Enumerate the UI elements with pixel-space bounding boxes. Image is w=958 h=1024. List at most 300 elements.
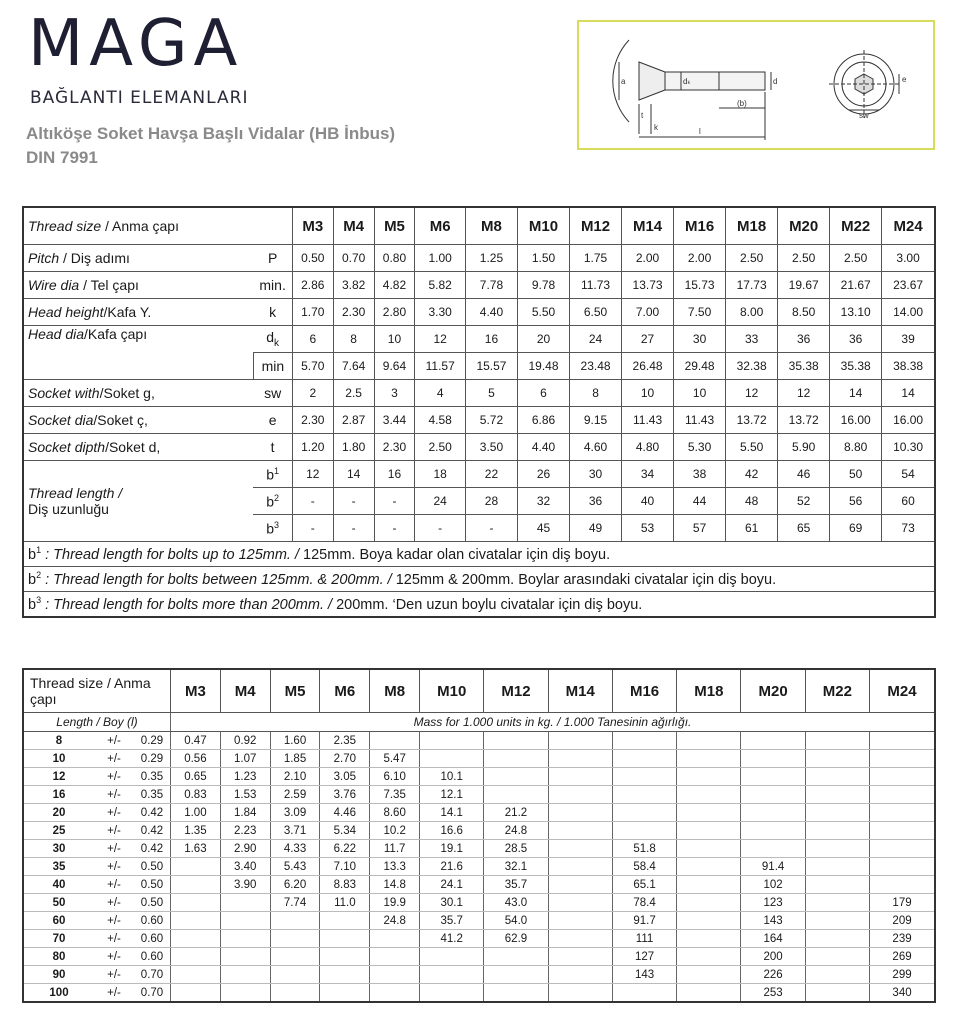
row-label — [23, 299, 253, 326]
plus-minus-cell: +/- — [94, 876, 134, 894]
mass-value-cell — [270, 912, 320, 930]
size-header: M14 — [622, 207, 674, 245]
value-cell: 4.40 — [465, 299, 517, 326]
mass-value-cell — [805, 732, 869, 750]
mass-value-cell — [420, 948, 484, 966]
value-cell: 0.70 — [333, 245, 374, 272]
plus-minus-cell: +/- — [94, 894, 134, 912]
value-cell: 17.73 — [726, 272, 778, 299]
mass-value-cell — [484, 966, 548, 984]
note-sup: 3 — [36, 595, 42, 606]
value-cell: 16 — [465, 326, 517, 353]
value-cell: 6 — [292, 326, 333, 353]
tolerance-cell: 0.29 — [134, 750, 171, 768]
value-cell: 45 — [517, 515, 569, 542]
mass-value-cell: 3.09 — [270, 804, 320, 822]
mass-value-cell: 2.23 — [220, 822, 270, 840]
mass-value-cell: 14.1 — [420, 804, 484, 822]
mass-value-cell: 0.47 — [171, 732, 221, 750]
mass-value-cell: 8.83 — [320, 876, 370, 894]
value-cell: 19.48 — [517, 353, 569, 380]
value-cell: 14 — [882, 380, 935, 407]
size-header: M18 — [726, 207, 778, 245]
value-cell: 15.57 — [465, 353, 517, 380]
thread-label-tr: Diş uzunluğu — [28, 501, 109, 517]
thread-label-en: Thread length / — [28, 485, 123, 501]
mass-value-cell: 91.7 — [612, 912, 676, 930]
mass-value-cell: 1.07 — [220, 750, 270, 768]
value-cell: 2.50 — [778, 245, 830, 272]
mass-row — [23, 786, 935, 804]
value-cell: 13.72 — [726, 407, 778, 434]
mass-value-cell: 16.6 — [420, 822, 484, 840]
spec-row — [23, 407, 935, 434]
mass-value-cell — [805, 930, 869, 948]
mass-row — [23, 966, 935, 984]
mass-value-cell — [548, 948, 612, 966]
mass-value-cell — [870, 750, 935, 768]
row-label — [23, 326, 253, 380]
svg-text:a: a — [621, 77, 626, 86]
value-cell: 4.80 — [622, 434, 674, 461]
note-row — [23, 567, 935, 592]
value-cell: 8.80 — [830, 434, 882, 461]
value-cell: 2.50 — [830, 245, 882, 272]
mass-value-cell: 1.63 — [171, 840, 221, 858]
mass-value-cell: 5.34 — [320, 822, 370, 840]
mass-value-cell — [870, 786, 935, 804]
mass-value-cell — [870, 858, 935, 876]
mass-value-cell — [677, 840, 741, 858]
spec-row — [23, 299, 935, 326]
mass-value-cell — [612, 732, 676, 750]
length-cell: 8 — [23, 732, 94, 750]
mass-value-cell — [370, 948, 420, 966]
row-symbol: $d_k$ — [253, 326, 292, 353]
mass-value-cell — [320, 930, 370, 948]
mass-value-cell: 6.20 — [270, 876, 320, 894]
mass-value-cell: 3.05 — [320, 768, 370, 786]
value-cell: 9.64 — [374, 353, 415, 380]
note-sym: b — [28, 546, 37, 563]
mass-value-cell — [612, 984, 676, 1003]
row-label-tr: /Soket d, — [105, 439, 161, 455]
mass-value-cell: 43.0 — [484, 894, 548, 912]
value-cell: 2.30 — [333, 299, 374, 326]
value-cell: 10 — [622, 380, 674, 407]
row-label-en: Socket dia — [28, 412, 94, 428]
mass-value-cell — [870, 840, 935, 858]
mass-value-cell — [548, 876, 612, 894]
value-cell: - — [292, 488, 333, 515]
mass-value-cell — [612, 768, 676, 786]
value-cell: 26 — [517, 461, 569, 488]
value-cell: 1.00 — [415, 245, 466, 272]
value-cell: 2.00 — [622, 245, 674, 272]
value-cell: - — [333, 515, 374, 542]
mass-value-cell — [870, 732, 935, 750]
mass-value-cell — [220, 948, 270, 966]
size-header: M18 — [677, 669, 741, 713]
mass-value-cell: 111 — [612, 930, 676, 948]
length-cell: 16 — [23, 786, 94, 804]
value-cell: 26.48 — [622, 353, 674, 380]
row-label-en: Thread size — [28, 218, 102, 234]
mass-value-cell — [677, 732, 741, 750]
size-header: M14 — [548, 669, 612, 713]
size-header: M22 — [830, 207, 882, 245]
svg-text:(b): (b) — [737, 99, 747, 108]
mass-value-cell: 30.1 — [420, 894, 484, 912]
tolerance-cell: 0.35 — [134, 768, 171, 786]
row-symbol — [253, 461, 292, 488]
mass-value-cell — [677, 858, 741, 876]
mass-value-cell — [171, 894, 221, 912]
mass-value-cell — [320, 948, 370, 966]
mass-value-cell — [270, 930, 320, 948]
symbol-text: b — [266, 466, 275, 483]
mass-value-cell: 19.1 — [420, 840, 484, 858]
value-cell: 29.48 — [674, 353, 726, 380]
size-header: M4 — [333, 207, 374, 245]
mass-value-cell: 3.76 — [320, 786, 370, 804]
row-label-tr: / Diş adımı — [59, 250, 130, 266]
mass-value-cell: 0.65 — [171, 768, 221, 786]
value-cell: 8.00 — [726, 299, 778, 326]
mass-row — [23, 750, 935, 768]
mass-row — [23, 912, 935, 930]
note-sym: b — [28, 596, 37, 613]
length-cell: 70 — [23, 930, 94, 948]
length-cell: 80 — [23, 948, 94, 966]
mass-value-cell: 35.7 — [420, 912, 484, 930]
specification-table — [22, 206, 936, 618]
value-cell: 61 — [726, 515, 778, 542]
row-symbol: min — [253, 353, 292, 380]
mass-value-cell — [677, 786, 741, 804]
size-header: M6 — [320, 669, 370, 713]
mass-value-cell — [548, 786, 612, 804]
value-cell: 14 — [830, 380, 882, 407]
note-cell — [23, 592, 935, 618]
mass-value-cell — [805, 912, 869, 930]
value-cell: 39 — [882, 326, 935, 353]
mass-value-cell: 1.23 — [220, 768, 270, 786]
plus-minus-cell: +/- — [94, 786, 134, 804]
mass-value-cell — [677, 966, 741, 984]
mass-value-cell — [805, 948, 869, 966]
value-cell: 14.00 — [882, 299, 935, 326]
value-cell: 9.15 — [570, 407, 622, 434]
mass-value-cell — [677, 822, 741, 840]
tolerance-cell: 0.70 — [134, 984, 171, 1003]
mass-value-cell — [805, 840, 869, 858]
value-cell: 1.70 — [292, 299, 333, 326]
value-cell: 3.50 — [465, 434, 517, 461]
size-header: M8 — [370, 669, 420, 713]
mass-row — [23, 822, 935, 840]
value-cell: 12 — [415, 326, 466, 353]
row-label-en: Pitch — [28, 250, 60, 266]
tolerance-cell: 0.42 — [134, 822, 171, 840]
mass-value-cell: 10.2 — [370, 822, 420, 840]
length-cell: 25 — [23, 822, 94, 840]
spec-row — [23, 380, 935, 407]
value-cell: 73 — [882, 515, 935, 542]
mass-value-cell — [677, 930, 741, 948]
value-cell: 11.43 — [622, 407, 674, 434]
mass-value-cell — [741, 822, 805, 840]
size-header: M22 — [805, 669, 869, 713]
note-en: : Thread length for bolts between 125mm. & 200mm. / — [41, 571, 392, 588]
mass-value-cell: 54.0 — [484, 912, 548, 930]
mass-value-cell — [677, 894, 741, 912]
mass-value-cell — [370, 966, 420, 984]
symbol-sup: 1 — [274, 465, 280, 476]
mass-value-cell — [805, 894, 869, 912]
mass-value-cell — [677, 948, 741, 966]
value-cell: 35.38 — [778, 353, 830, 380]
mass-value-cell — [548, 894, 612, 912]
mass-value-cell — [612, 750, 676, 768]
value-cell: 3.44 — [374, 407, 415, 434]
value-cell: 7.50 — [674, 299, 726, 326]
note-sup: 1 — [36, 545, 42, 556]
mass-value-cell: 8.60 — [370, 804, 420, 822]
value-cell: 2 — [292, 380, 333, 407]
value-cell: 1.80 — [333, 434, 374, 461]
mass-value-cell — [677, 984, 741, 1003]
value-cell: 4.58 — [415, 407, 466, 434]
value-cell: 2.86 — [292, 272, 333, 299]
row-label-tr: 1.000 Tanesinin ağırlığı. — [560, 715, 692, 729]
mass-value-cell — [548, 930, 612, 948]
thread-label — [23, 461, 253, 542]
value-cell: 11.73 — [570, 272, 622, 299]
value-cell: 9.78 — [517, 272, 569, 299]
value-cell: 16 — [374, 461, 415, 488]
mass-value-cell — [805, 750, 869, 768]
mass-value-cell — [320, 966, 370, 984]
row-symbol: sw — [253, 380, 292, 407]
value-cell: 36 — [778, 326, 830, 353]
mass-value-cell — [171, 984, 221, 1003]
mass-value-cell: 35.7 — [484, 876, 548, 894]
row-label-tr: /Kafa Y. — [103, 304, 152, 320]
brand-logo: MAGA — [28, 7, 244, 81]
row-label — [23, 407, 253, 434]
value-cell: 6 — [517, 380, 569, 407]
value-cell: 4.40 — [517, 434, 569, 461]
value-cell: 27 — [622, 326, 674, 353]
spec-row — [23, 272, 935, 299]
mass-value-cell — [612, 822, 676, 840]
mass-value-cell: 0.56 — [171, 750, 221, 768]
mass-value-cell — [171, 876, 221, 894]
tolerance-cell: 0.50 — [134, 894, 171, 912]
row-symbol: P — [253, 245, 292, 272]
screw-drawing-icon — [579, 22, 933, 148]
value-cell: 5.50 — [726, 434, 778, 461]
mass-header-row — [23, 669, 935, 713]
mass-value-cell: 28.5 — [484, 840, 548, 858]
value-cell: 5.72 — [465, 407, 517, 434]
symbol-sup: 3 — [274, 519, 280, 530]
row-symbol: e — [253, 407, 292, 434]
mass-value-cell: 4.33 — [270, 840, 320, 858]
mass-value-cell — [270, 948, 320, 966]
value-cell: 16.00 — [830, 407, 882, 434]
tolerance-cell: 0.42 — [134, 840, 171, 858]
row-label — [23, 207, 292, 245]
mass-table — [22, 668, 936, 1003]
length-cell: 100 — [23, 984, 94, 1003]
size-header: M24 — [882, 207, 935, 245]
mass-value-cell: 19.9 — [370, 894, 420, 912]
value-cell: 28 — [465, 488, 517, 515]
mass-value-cell: 2.35 — [320, 732, 370, 750]
note-cell — [23, 567, 935, 592]
mass-value-cell — [612, 786, 676, 804]
mass-value-cell: 4.46 — [320, 804, 370, 822]
mass-value-cell: 200 — [741, 948, 805, 966]
mass-value-cell — [370, 984, 420, 1003]
tolerance-cell: 0.60 — [134, 948, 171, 966]
row-label — [23, 272, 253, 299]
size-header: M5 — [270, 669, 320, 713]
mass-value-cell: 5.47 — [370, 750, 420, 768]
row-symbol: min. — [253, 272, 292, 299]
value-cell: 8 — [333, 326, 374, 353]
row-label-en: Socket dipth — [28, 439, 106, 455]
mass-value-cell — [220, 930, 270, 948]
mass-value-cell — [420, 732, 484, 750]
value-cell: 49 — [570, 515, 622, 542]
mass-value-cell — [741, 840, 805, 858]
mass-value-cell — [420, 984, 484, 1003]
size-header: M3 — [171, 669, 221, 713]
value-cell: 1.25 — [465, 245, 517, 272]
note-en: : Thread length for bolts more than 200mm. / — [41, 596, 333, 613]
row-label-en: Thread size — [30, 675, 104, 691]
value-cell: 2.87 — [333, 407, 374, 434]
mass-value-cell: 24.1 — [420, 876, 484, 894]
note-tr: 200mm. ‘Den uzun boylu civatalar için diş boyu. — [332, 596, 643, 613]
tolerance-cell: 0.50 — [134, 858, 171, 876]
mass-value-cell — [171, 948, 221, 966]
mass-value-cell: 7.74 — [270, 894, 320, 912]
value-cell: 3.30 — [415, 299, 466, 326]
plus-minus-cell: +/- — [94, 822, 134, 840]
mass-value-cell: 11.0 — [320, 894, 370, 912]
tolerance-cell: 0.60 — [134, 912, 171, 930]
size-header: M24 — [870, 669, 935, 713]
mass-value-cell: 0.92 — [220, 732, 270, 750]
plus-minus-cell: +/- — [94, 984, 134, 1003]
row-label-en: Mass for 1.000 units in kg. / — [413, 715, 561, 729]
mass-value-cell: 239 — [870, 930, 935, 948]
value-cell: 4.60 — [570, 434, 622, 461]
plus-minus-cell: +/- — [94, 912, 134, 930]
value-cell: 4 — [415, 380, 466, 407]
mass-value-cell: 1.35 — [171, 822, 221, 840]
mass-value-cell — [484, 984, 548, 1003]
value-cell: 48 — [726, 488, 778, 515]
note-sup: 2 — [36, 570, 42, 581]
value-cell: 6.50 — [570, 299, 622, 326]
mass-value-cell: 123 — [741, 894, 805, 912]
row-label-en: Head height — [28, 304, 104, 320]
mass-row — [23, 768, 935, 786]
value-cell: 11.43 — [674, 407, 726, 434]
mass-value-cell — [548, 912, 612, 930]
value-cell: 10.30 — [882, 434, 935, 461]
mass-value-cell — [741, 804, 805, 822]
tolerance-cell: 0.70 — [134, 966, 171, 984]
thread-row — [23, 461, 935, 488]
value-cell: 4.82 — [374, 272, 415, 299]
value-cell: - — [333, 488, 374, 515]
mass-value-cell — [805, 876, 869, 894]
mass-value-cell: 58.4 — [612, 858, 676, 876]
note-en: : Thread length for bolts up to 125mm. / — [41, 546, 300, 563]
value-cell: - — [292, 515, 333, 542]
size-header: M3 — [292, 207, 333, 245]
mass-value-cell: 1.00 — [171, 804, 221, 822]
value-cell: 24 — [570, 326, 622, 353]
value-cell: 19.67 — [778, 272, 830, 299]
mass-value-cell: 299 — [870, 966, 935, 984]
mass-value-cell — [548, 804, 612, 822]
mass-row — [23, 894, 935, 912]
size-header: M8 — [465, 207, 517, 245]
row-label-en: Wire dia — [28, 277, 80, 293]
mass-value-cell — [484, 732, 548, 750]
length-cell: 40 — [23, 876, 94, 894]
value-cell: 32.38 — [726, 353, 778, 380]
tolerance-cell: 0.50 — [134, 876, 171, 894]
value-cell: 18 — [415, 461, 466, 488]
mass-value-cell — [270, 966, 320, 984]
mass-value-cell — [805, 984, 869, 1003]
mass-value-cell: 3.71 — [270, 822, 320, 840]
mass-value-cell — [741, 768, 805, 786]
mass-value-cell: 1.84 — [220, 804, 270, 822]
mass-value-cell — [370, 930, 420, 948]
mass-value-cell — [220, 966, 270, 984]
value-cell: 14 — [333, 461, 374, 488]
length-cell: 20 — [23, 804, 94, 822]
mass-value-cell — [171, 930, 221, 948]
value-cell: 34 — [622, 461, 674, 488]
plus-minus-cell: +/- — [94, 966, 134, 984]
note-row — [23, 542, 935, 567]
value-cell: 8 — [570, 380, 622, 407]
size-header: M10 — [517, 207, 569, 245]
row-label-en: Head dia — [28, 326, 85, 342]
mass-value-cell: 10.1 — [420, 768, 484, 786]
size-header: M6 — [415, 207, 466, 245]
mass-value-cell — [220, 894, 270, 912]
value-cell: 36 — [830, 326, 882, 353]
row-label-tr: /Soket g, — [99, 385, 155, 401]
mass-value-cell: 143 — [741, 912, 805, 930]
value-cell: 3.00 — [882, 245, 935, 272]
mass-value-cell: 5.43 — [270, 858, 320, 876]
mass-value-cell — [484, 948, 548, 966]
value-cell: 5.70 — [292, 353, 333, 380]
value-cell: 0.50 — [292, 245, 333, 272]
